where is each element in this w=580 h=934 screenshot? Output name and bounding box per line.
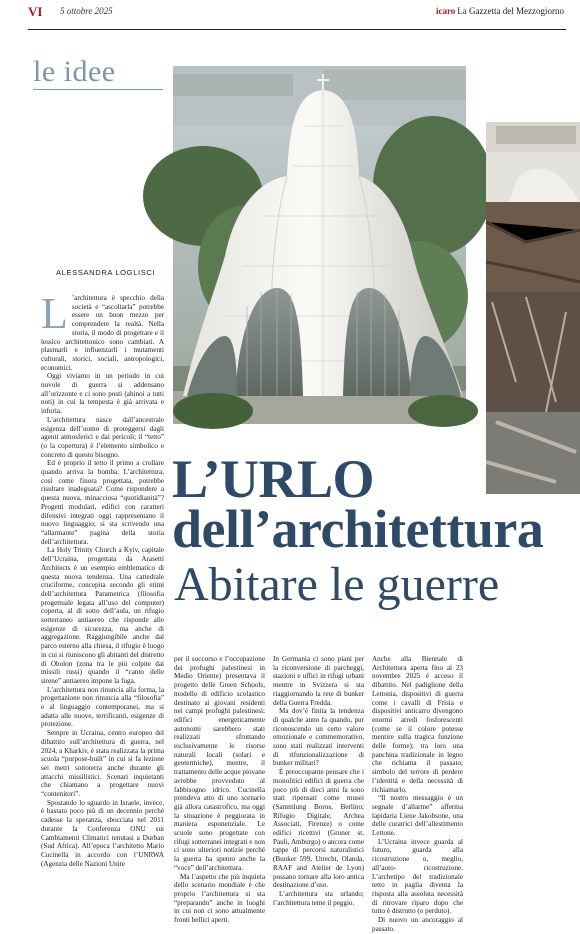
paragraph: L’architettura nasce dall’ancestrale esigenza dell’uomo di proteggersi dagli agenti atmosferici e dai pericoli; il “tetto” (o la copertura) è l’elemento simbolico e concreto di questo bisogno. [41,415,164,459]
section-divider [33,89,163,90]
headline-line-1: L’URLO [172,449,375,509]
destruction-photo [486,122,580,494]
section-title: le idee [33,55,116,88]
article-column-5 [471,655,562,835]
article-column-2 [174,655,266,925]
masthead [28,0,566,30]
paragraph: L’Ucraina invece guarda al futuro, guarda alla ricostruzione o, meglio, all’auto- ricostruzione. L’archetipo del tradizionale tetto in paglia diventa la risposta alla assoluta necessità di ritrovare riparo dopo che tutto è distrutto (o perduto). [372,837,463,916]
author-byline: ALESSANDRA LOGLISCI [56,268,156,277]
newspaper-title: La Gazzetta del Mezzogiorno [457,6,564,16]
headline [172,449,572,559]
paragraph: In Germania ci sono piani per la riconversione di parcheggi, stazioni e uffici in rifugi urbani mentre in Svizzera si sta riaggiornando la rete di bunker della Guerra Fredda. [273,655,364,707]
paragraph: Ed è proprio il tetto il primo a crollare quando arriva la bomba. L’architettura, così come finora progettata, potrebbe risultare inadeguata? Come rispondere a questa nuova, minacciosa “quotidianità”? Progetti modulari, edifici con caratteri difensivi integrati oggi rappresentano il nuovo linguaggio; si sta scrivendo una “allarmante” pagina della storia dell’architettura. [41,459,164,546]
paragraph: Ma l’aspetto che più inquieta dello scenario mondiale è che proprio l’architettura si sta “preparando” anche in luoghi in cui non ci sono attualmente fronti bellici aperti. [174,872,265,925]
paragraph: “Il nostro messaggio è un segnale d’allarme” afferma lapidaria Liene Jakobsone, una delle curatrici dell’allestimento Lettone. [372,794,463,838]
paragraph: È preoccupante pensare che i monolitici edifici di guerra che poco più di dieci anni fa sono stati ripensati come musei (Sammlung Boros, Berlino; Rifugio Digitale, Archea Associati, Firenze) o come edifici ricettivi (Gruner st. Pauli, Amburgo) o ancora come tappe di percorsi naturalistici (Bunker 599, Utrecht, Olanda, RAAF and Atelier de Lyon) possano tornare alla loro antica destinazione d’uso. [273,768,364,890]
drop-cap: L [41,289,68,338]
paragraph: Di nuovo un ancoraggio al passato. [372,916,463,933]
church-rendering-photo [173,66,466,424]
article-column-1 [41,289,164,868]
church-rendering-image [173,66,466,424]
paragraph: Oggi viviamo in un periodo in cui nuvole di guerra si addensano all’orizzonte e ci sono posti (ahinoi a tutti noti) in cui la tempesta è già arrivata e infuria. [41,372,164,416]
paragraph: Ma dov’è finita la tendenza di qualche anno fa quando, pur riconoscendo un certo valore emozionale e commemorativo, sono stati realizzati interventi di rifunzionalizzazione di bunker militari? [273,707,364,768]
paragraph: L’architettura sta urlando; l’architettura teme il peggio. [273,889,364,907]
newspaper-name [436,6,564,16]
supplement-brand: icaro [435,6,456,16]
headline-line-2: dell’architettura [172,499,544,559]
paragraph: Sempre in Ucraina, centro europeo del dibattito sull’architettura di guerra, nel 2024, a Kharkiv, è stata realizzata la prima scuola “purpose-built” in cui si fa lezione sei metri sottoterra anche durante gli attacchi missilistici. Scenari inquietanti che chiamano a progettare nuovi “contenitori”. [41,729,164,799]
paragraph: ’architettura è specchio della società e “ascoltarla” potrebbe essere un buon mezzo per comprendere la realtà. Nella storia, il modo di progettare e il lessico architettonico sono cambiati. A plasmarli e influenzarli i mutamenti culturali, storici, sociali, antropologici, economici. [41,294,164,372]
article-column-3 [273,655,364,907]
article-column-4 [372,655,463,933]
page-number: VI [28,4,43,19]
subheadline: Abitare le guerre [174,558,500,611]
paragraph: per il soccorso e l’occupazione dei profughi palestinesi in Medio Oriente) presentava il progetto delle Green Schools, modello di edificio scolastico destinato ai giovani residenti nei campi profughi palestinesi; edifici energeticamente autonomi sarebbero stati realizzati sfruttando esclusivamente le risorse naturali locali (solari e geotermiche), mentre, il trattamento delle acque piovane avrebbe provveduto al fabbisogno idrico. Cucinella prendeva atto di uno scenario già allora catastrofico, ma oggi la situazione è peggiorata in maniera esponenziale. Le scuole sono progettate con rifugi sotterranei integrati e non ci sono ulteriori notizie perché la guerra ha spento anche la “voce” dell’architettura. [174,655,266,872]
paragraph: L’architettura non rinuncia alla forma, la progettazione non rinuncia alla “filosofia” e al linguaggio contemporanei, ma si adatta alle nuove, terrificanti, esigenze di protezione. [41,685,164,729]
paragraph: Spostando lo sguardo in Israele, invece, è bastato poco più di un decennio perché cadesse la speranza, sbocciata nel 2011 durante la Conferenza ONU sui Cambiamenti Climatici tenutasi a Durban (Sud Africa). All’epoca l’architetto Mario Cucinella in accordo con l’UNRWA (Agenzia delle Nazioni Unite [41,798,164,868]
paragraph: Anche alla Biennale di Architettura aperta fino al 23 novembre 2025 è acceso il dibattito. Nel padiglione della Lettonia, dispositivi di guerra come i cavalli di Frisia e dispositivi anticarro divengono enormi arredi fosforescenti (come se il colore potesse mentire sulla tragica funzione delle forme); tra loro una panchina tradizionale in legno che richiama il passato; simbolo del terrore di perdere l’identità e della necessità di richiamarlo. [372,655,463,794]
destruction-image [486,122,580,494]
paragraph: La Holy Trinity Church a Kyiv, capitale dell’Ucraina, progettata da Arasetti Architects è un esempio emblematico di questa nuova tendenza. Una cattedrale cruciforme, concepita secondo gli etimi dell’architettura Parametrica (filosofia progettuale legata all’uso del computer) coperta, al di sotto dell’aula, un rifugio sotterraneo antiaereo che risponde alle esigenze di sicurezza, ma anche di aggregazione. Raggiungibile anche dal parco esterno alla chiesa, il rifugio è luogo in cui si riuniscono gli abitanti del distretto di Obolon (zona tra le più colpite dai missili russi) quando il “canto delle sirene” antiaereo impone la fuga. [41,546,164,685]
issue-date: 5 ottobre 2025 [60,6,113,16]
